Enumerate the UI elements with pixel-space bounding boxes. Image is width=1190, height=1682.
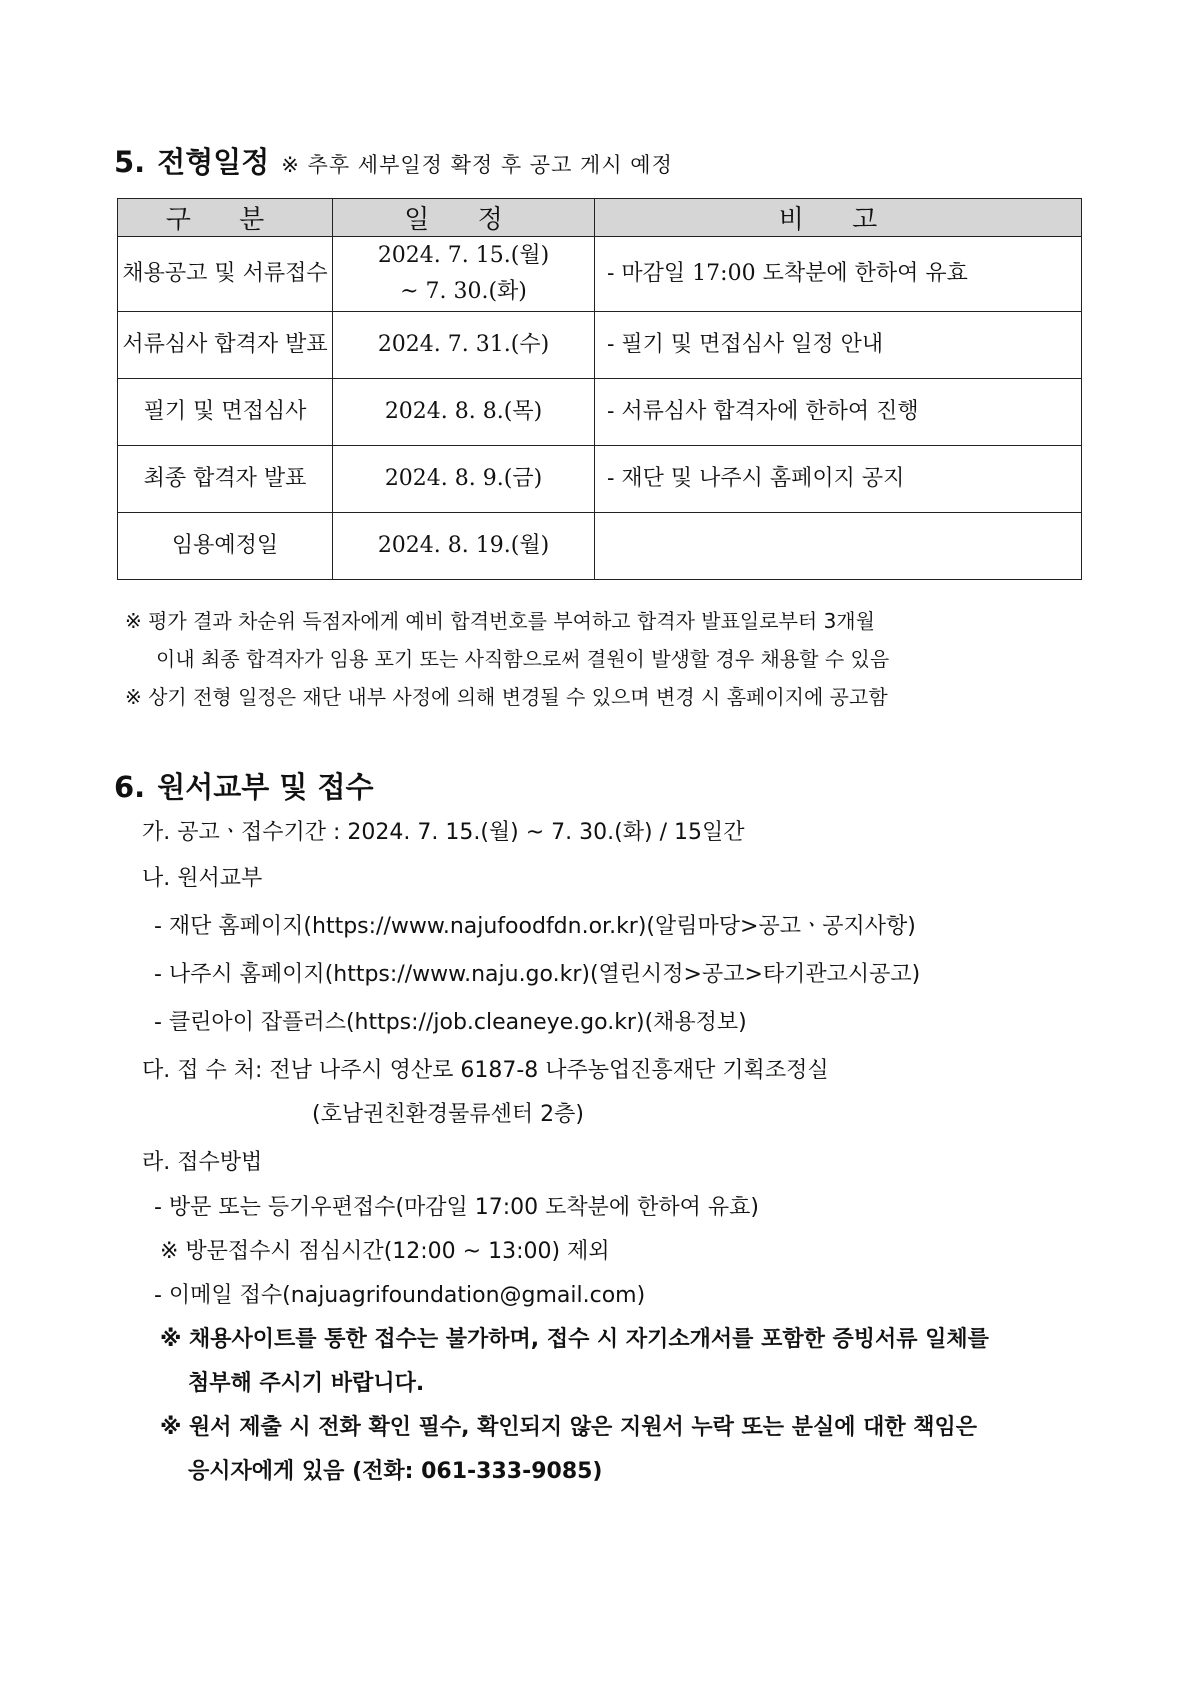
row-category: 채용공고 및 서류접수: [118, 237, 333, 312]
header-remark: 비 고: [595, 199, 1082, 237]
row-date: 2024. 8. 9.(금): [333, 446, 595, 513]
section-5-title: 전형일정: [157, 145, 270, 179]
row-remark: [595, 513, 1082, 580]
distribution-title: 나. 원서교부: [142, 866, 263, 891]
row-date: 2024. 8. 19.(월): [333, 513, 595, 580]
row-date: 2024. 7. 31.(수): [333, 312, 595, 379]
distribution-item: - 나주시 홈페이지(https://www.naju.go.kr)(열린시정>공고>타기관고시공고): [154, 962, 921, 987]
header-category: 구 분: [118, 199, 333, 237]
method-lunch-note: ※ 방문접수시 점심시간(12:00 ~ 13:00) 제외: [160, 1239, 610, 1264]
row-category: 서류심사 합격자 발표: [118, 312, 333, 379]
row-date: 2024. 8. 8.(목): [333, 379, 595, 446]
section-6-heading: [114, 765, 374, 806]
table-row: [118, 379, 1082, 446]
row-category: 임용예정일: [118, 513, 333, 580]
table-row: [118, 446, 1082, 513]
warning-2-line2: 응시자에게 있음 (전화: 061-333-9085): [188, 1459, 603, 1484]
row-date: [333, 237, 595, 312]
row-date-end: ~ 7. 30.(화): [400, 279, 527, 304]
section-5-note: ※ 추후 세부일정 확정 후 공고 게시 예정: [281, 153, 673, 177]
schedule-notes: [125, 602, 1085, 716]
section-6-number: 6.: [114, 770, 146, 804]
row-date-start: 2024. 7. 15.(월): [377, 243, 550, 268]
row-remark: - 마감일 17:00 도착분에 한하여 유효: [595, 237, 1082, 312]
schedule-table: [117, 198, 1082, 580]
table-row: [118, 312, 1082, 379]
table-row: [118, 513, 1082, 580]
application-period: 가. 공고ㆍ접수기간 : 2024. 7. 15.(월) ~ 7. 30.(화) / 15일간: [142, 820, 745, 845]
note-schedule-change: ※ 상기 전형 일정은 재단 내부 사정에 의해 변경될 수 있으며 변경 시 홈페이지에 공고함: [125, 685, 888, 709]
address-line1: 다. 접 수 처: 전남 나주시 영산로 6187-8 나주농업진흥재단 기획조정실: [142, 1058, 829, 1083]
section-6-title: 원서교부 및 접수: [157, 770, 374, 804]
method-title: 라. 접수방법: [142, 1150, 263, 1175]
warning-2-line1: ※ 원서 제출 시 전화 확인 필수, 확인되지 않은 지원서 누락 또는 분실에 대한 책임은: [160, 1415, 978, 1440]
row-remark: - 서류심사 합격자에 한하여 진행: [595, 379, 1082, 446]
row-category: 필기 및 면접심사: [118, 379, 333, 446]
method-email: - 이메일 접수(najuagrifoundation@gmail.com): [154, 1283, 646, 1308]
note-reserve-line2: 이내 최종 합격자가 임용 포기 또는 사직함으로써 결원이 발생할 경우 채용할 수 있음: [156, 647, 890, 671]
warning-1-line2: 첨부해 주시기 바랍니다.: [188, 1371, 425, 1396]
note-reserve-line1: ※ 평가 결과 차순위 득점자에게 예비 합격번호를 부여하고 합격자 발표일로부터 3개월: [125, 609, 875, 633]
address-line2: (호남권친환경물류센터 2층): [312, 1102, 584, 1127]
schedule-table-header: [118, 199, 1082, 237]
distribution-item: - 클린아이 잡플러스(https://job.cleaneye.go.kr)(채용정보): [154, 1010, 747, 1035]
section-5-number: 5.: [114, 145, 146, 179]
distribution-item: - 재단 홈페이지(https://www.najufoodfdn.or.kr)(알림마당>공고ㆍ공지사항): [154, 914, 916, 939]
header-date: 일 정: [333, 199, 595, 237]
row-remark: - 필기 및 면접심사 일정 안내: [595, 312, 1082, 379]
table-row: [118, 237, 1082, 312]
section-5-heading: [114, 140, 673, 181]
row-remark: - 재단 및 나주시 홈페이지 공지: [595, 446, 1082, 513]
warning-1-line1: ※ 채용사이트를 통한 접수는 불가하며, 접수 시 자기소개서를 포함한 증빙서류 일체를: [160, 1327, 989, 1352]
row-category: 최종 합격자 발표: [118, 446, 333, 513]
method-visit: - 방문 또는 등기우편접수(마감일 17:00 도착분에 한하여 유효): [154, 1195, 760, 1220]
